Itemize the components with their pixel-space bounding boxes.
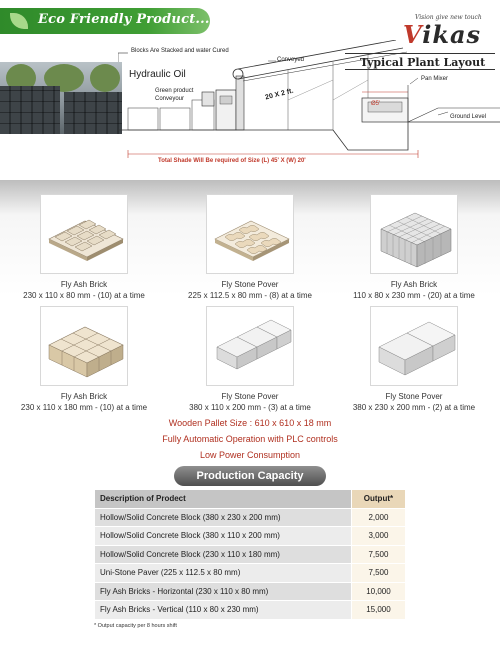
row-description: Fly Ash Bricks - Vertical (110 x 80 x 230 mm) — [95, 601, 352, 620]
eco-friendly-banner — [0, 8, 210, 34]
product-image — [206, 194, 294, 274]
tree-shape — [90, 64, 120, 92]
product-image — [206, 306, 294, 386]
label-pan-mixer: Pan Mixer — [421, 76, 449, 82]
row-output: 15,000 — [351, 601, 405, 620]
label-conveyor-size: 20 X 2 ft. — [264, 87, 295, 102]
product-size: 380 x 230 x 200 mm - (2) at a time — [352, 403, 476, 412]
product-card — [170, 194, 330, 300]
product-name: Fly Stone Pover — [221, 280, 279, 289]
note-plc: Fully Automatic Operation with PLC controls — [162, 434, 338, 444]
plant-layout-diagram — [118, 40, 500, 170]
row-output: 7,500 — [351, 564, 405, 583]
products-section — [0, 180, 500, 472]
cured-blocks-photo — [0, 62, 122, 134]
product-card — [4, 306, 164, 412]
paver-pallet-illustration — [207, 195, 294, 274]
table-row — [95, 527, 406, 546]
label-ground-level: Ground Level — [450, 114, 487, 120]
production-capacity-title: Production Capacity — [174, 466, 326, 486]
note-pallet-size: Wooden Pallet Size : 610 x 610 x 18 mm — [168, 418, 332, 428]
label-green-product: Green product — [155, 88, 194, 94]
row-description: Hollow/Solid Concrete Block (380 x 230 x 200 mm) — [95, 508, 352, 527]
product-name: Fly Stone Pover — [385, 392, 443, 401]
product-card — [334, 306, 494, 412]
product-card — [170, 306, 330, 412]
note-power: Low Power Consumption — [199, 450, 301, 460]
logo-initial: V — [403, 20, 423, 49]
row-output: 10,000 — [351, 582, 405, 601]
table-row — [95, 545, 406, 564]
logo-word: ikas — [422, 20, 482, 49]
row-description: Fly Ash Bricks - Horizontal (230 x 110 x 80 mm) — [95, 582, 352, 601]
product-size: 110 x 80 x 230 mm - (20) at a time — [353, 291, 475, 300]
block-stack-rows — [64, 92, 122, 134]
table-row — [95, 564, 406, 583]
table-row — [95, 582, 406, 601]
row-output: 2,000 — [351, 508, 405, 527]
vertical-brick-illustration — [371, 195, 458, 274]
capacity-footnote: * Output capacity per 8 hours shift — [94, 623, 177, 629]
header-description: Description of Prodect — [95, 490, 352, 509]
table-header-row — [95, 490, 406, 509]
product-image — [40, 306, 128, 386]
shade-size-note: Total Shade Will Be required of Size (L) 45' X (W) 20' — [158, 158, 306, 164]
label-conveyour: Conveyour — [155, 96, 185, 102]
product-image — [370, 194, 458, 274]
layout-title: Typical Plant Layout — [360, 56, 486, 69]
header-output: Output* — [351, 490, 405, 509]
row-output: 7,500 — [351, 545, 405, 564]
plant-layout-section — [0, 0, 500, 180]
product-image — [40, 194, 128, 274]
row-output: 3,000 — [351, 527, 405, 546]
product-image — [370, 306, 458, 386]
row-description: Hollow/Solid Concrete Block (230 x 110 x 180 mm) — [95, 545, 352, 564]
capacity-table — [94, 489, 406, 620]
two-block-illustration — [371, 307, 458, 386]
product-name: Fly Ash Brick — [60, 392, 108, 401]
product-name: Fly Stone Pover — [221, 392, 279, 401]
label-conveyed: Conveyed — [277, 57, 305, 63]
label-blocks-cured: Blocks Are Stacked and water Cured — [131, 48, 229, 54]
leaf-icon — [10, 13, 28, 29]
product-card — [334, 194, 494, 300]
product-name: Fly Ash Brick — [390, 280, 438, 289]
tall-brick-pallet-illustration — [41, 307, 128, 386]
row-description: Hollow/Solid Concrete Block (380 x 110 x 200 mm) — [95, 527, 352, 546]
table-row — [95, 508, 406, 527]
three-block-illustration — [207, 307, 294, 386]
block-stack-rows — [0, 86, 60, 134]
product-card — [4, 194, 164, 300]
brick-pallet-illustration — [41, 195, 128, 274]
product-size: 230 x 110 x 80 mm - (10) at a time — [23, 291, 145, 300]
label-hydraulic-oil: Hydraulic Oil — [129, 69, 186, 80]
table-row — [95, 601, 406, 620]
product-name: Fly Ash Brick — [60, 280, 108, 289]
banner-text: Eco Friendly Product... — [38, 12, 210, 27]
logo-tagline: Vision give new touch — [415, 14, 482, 21]
label-diameter: Ø5' — [371, 101, 381, 107]
product-size: 230 x 110 x 180 mm - (10) at a time — [20, 403, 148, 412]
product-size: 225 x 112.5 x 80 mm - (8) at a time — [188, 291, 312, 300]
row-description: Uni-Stone Paver (225 x 112.5 x 80 mm) — [95, 564, 352, 583]
product-size: 380 x 110 x 200 mm - (3) at a time — [189, 403, 311, 412]
